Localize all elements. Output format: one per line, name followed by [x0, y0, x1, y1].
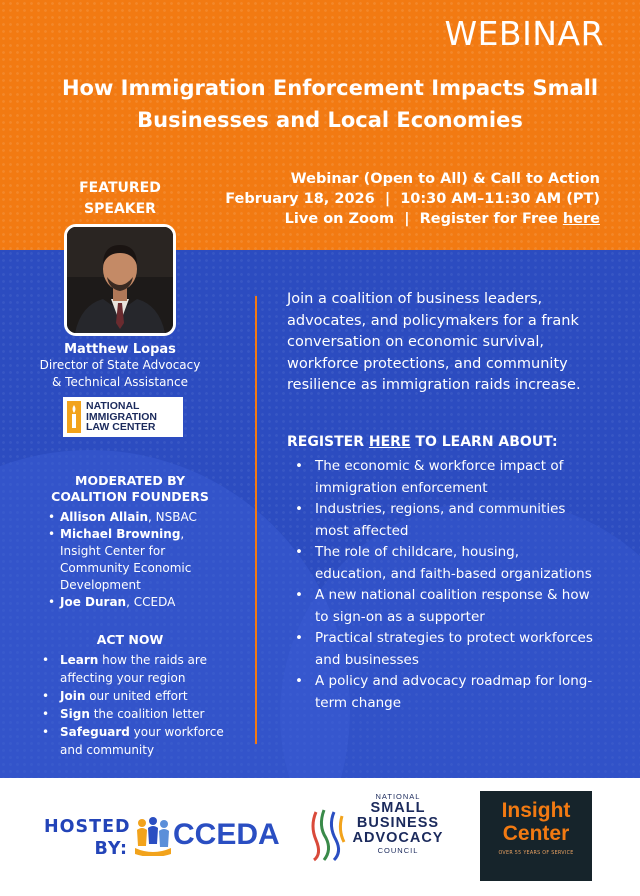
act-now-heading: ACT NOW	[96, 632, 164, 647]
footer	[0, 778, 640, 896]
list-item: • Join our united effort	[42, 687, 232, 705]
page-title: How Immigration Enforcement Impacts Small Businesses and Local Economies	[61, 76, 599, 132]
nilc-logo: NATIONAL IMMIGRATION LAW CENTER	[63, 397, 183, 437]
webinar-label: WEBINAR	[444, 14, 604, 53]
speaker-role: Director of State Advocacy & Technical Assistance	[39, 358, 201, 389]
people-icon	[135, 816, 171, 856]
event-date-time: February 18, 2026 | 10:30 AM–11:30 AM (PT)	[225, 191, 600, 207]
list-item: • A policy and advocacy roadmap for long-term change	[293, 671, 593, 714]
list-item: • The role of childcare, housing, education, and faith-based organizations	[293, 542, 593, 585]
event-location: Live on Zoom | Register for Free here	[284, 211, 600, 227]
figures-icon	[308, 806, 348, 862]
speaker-portrait	[67, 227, 173, 333]
register-heading: REGISTER HERE TO LEARN ABOUT:	[287, 434, 558, 450]
list-item: • Industries, regions, and communities most affected	[293, 499, 593, 542]
list-item: • The economic & workforce impact of immigration enforcement	[293, 456, 593, 499]
register-link[interactable]: here	[562, 211, 600, 227]
event-details	[225, 169, 600, 229]
moderator-list	[48, 509, 223, 611]
list-item: • Allison Allain, NSBAC	[48, 509, 223, 526]
list-item: • Practical strategies to protect workforces and businesses	[293, 628, 593, 671]
list-item: • Safeguard your workforce and community	[42, 723, 232, 759]
list-item: • Learn how the raids are affecting your region	[42, 651, 232, 687]
list-item: • Sign the coalition letter	[42, 705, 232, 723]
speaker-photo	[64, 224, 176, 336]
featured-speaker-heading: FEATURED SPEAKER	[79, 180, 161, 217]
torch-icon	[67, 401, 81, 433]
topics-list	[293, 456, 593, 714]
column-divider	[255, 296, 257, 744]
speaker-name: Matthew Lopas	[64, 342, 176, 357]
insight-center-logo: Insight Center OVER 55 YEARS OF SERVICE	[480, 791, 592, 881]
act-now-list	[42, 651, 232, 759]
intro-text: Join a coalition of business leaders, advocates, and policymakers for a frank conversation on economic survival, workforce protections, and community resilience as immigration raids increase.	[287, 291, 581, 393]
moderators-heading: MODERATED BY COALITION FOUNDERS	[51, 473, 209, 504]
list-item: • Joe Duran, CCEDA	[48, 594, 223, 611]
register-here-link[interactable]: HERE	[368, 434, 411, 450]
event-type: Webinar (Open to All) & Call to Action	[290, 171, 600, 187]
list-item: • A new national coalition response & how to sign-on as a supporter	[293, 585, 593, 628]
list-item: • Michael Browning, Insight Center for Community Economic Development	[48, 526, 223, 594]
hosted-by-label: HOSTED BY:	[44, 817, 131, 859]
cceda-logo: CCEDA	[135, 814, 285, 858]
nsbac-logo: NATIONAL SMALL BUSINESS ADVOCACY COUNCIL	[308, 792, 448, 882]
